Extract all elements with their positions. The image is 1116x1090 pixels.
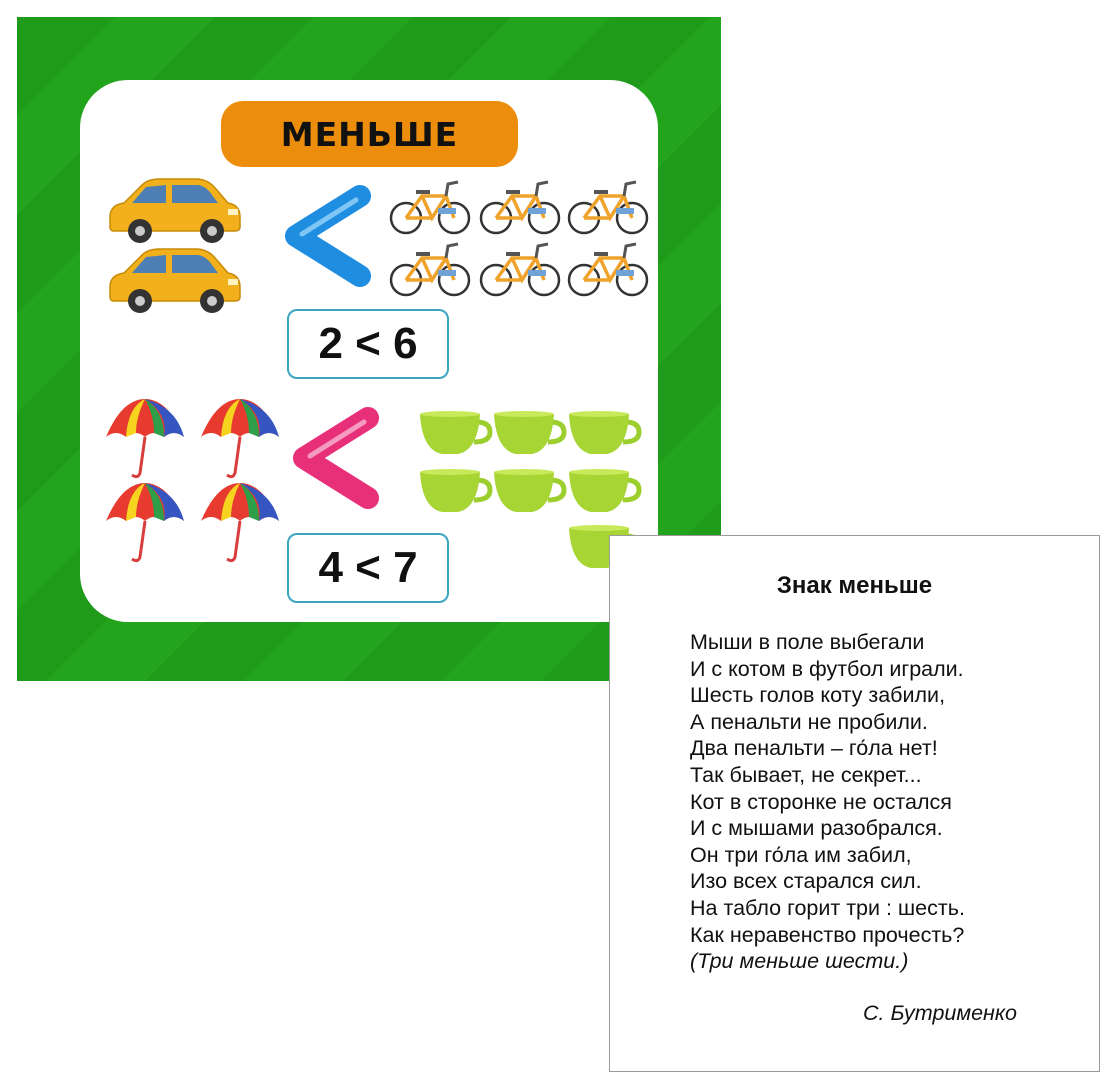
- poem-line: Кот в сторонке не остался: [690, 789, 952, 814]
- less-than-sign: [282, 186, 372, 286]
- poem-line: Два пенальти – го́ла нет!: [690, 736, 938, 761]
- poem-line: А пенальти не пробили.: [690, 709, 928, 734]
- bicycle-icon: [388, 176, 474, 236]
- cup-icon: [418, 468, 492, 516]
- bicycle-icon: [566, 238, 652, 298]
- poem-line: Шесть голов коту забили,: [690, 683, 946, 708]
- equation-box-1: 2 < 6: [287, 309, 449, 379]
- poem-line: (Три меньше шести.): [690, 949, 909, 974]
- bicycle-icon: [478, 238, 564, 298]
- poem-line: Как неравенство прочесть?: [690, 922, 965, 947]
- bicycle-icon: [478, 176, 564, 236]
- bicycle-icon: [566, 176, 652, 236]
- poem-author: С. Бутрименко: [863, 1001, 1017, 1025]
- equation-box-2: 4 < 7: [287, 533, 449, 603]
- umbrella-icon: [197, 395, 283, 481]
- poem-card: [609, 535, 1100, 1072]
- poem-line: На табло горит три : шесть.: [690, 895, 965, 920]
- poem-line: И с мышами разобрался.: [690, 816, 943, 841]
- cup-icon: [492, 468, 566, 516]
- poem-line: И с котом в футбол играли.: [690, 656, 964, 681]
- worksheet-title: МЕНЬШЕ: [221, 101, 518, 167]
- poem-line: Так бывает, не секрет...: [690, 762, 922, 787]
- poem-title: Знак меньше: [776, 572, 933, 599]
- car-icon: [104, 245, 244, 315]
- less-than-sign: [290, 408, 380, 508]
- bicycle-icon: [388, 238, 474, 298]
- poem-line: Мыши в поле выбегали: [690, 630, 925, 654]
- poem-line: Он три го́ла им забил,: [690, 842, 912, 867]
- cup-icon: [567, 468, 641, 516]
- cup-icon: [567, 410, 641, 458]
- umbrella-icon: [197, 479, 283, 565]
- cup-icon: [418, 410, 492, 458]
- umbrella-icon: [102, 395, 188, 481]
- poem-line: Изо всех старался сил.: [690, 869, 922, 894]
- umbrella-icon: [102, 479, 188, 565]
- poem-text: [690, 629, 965, 975]
- cup-icon: [492, 410, 566, 458]
- car-icon: [104, 175, 244, 245]
